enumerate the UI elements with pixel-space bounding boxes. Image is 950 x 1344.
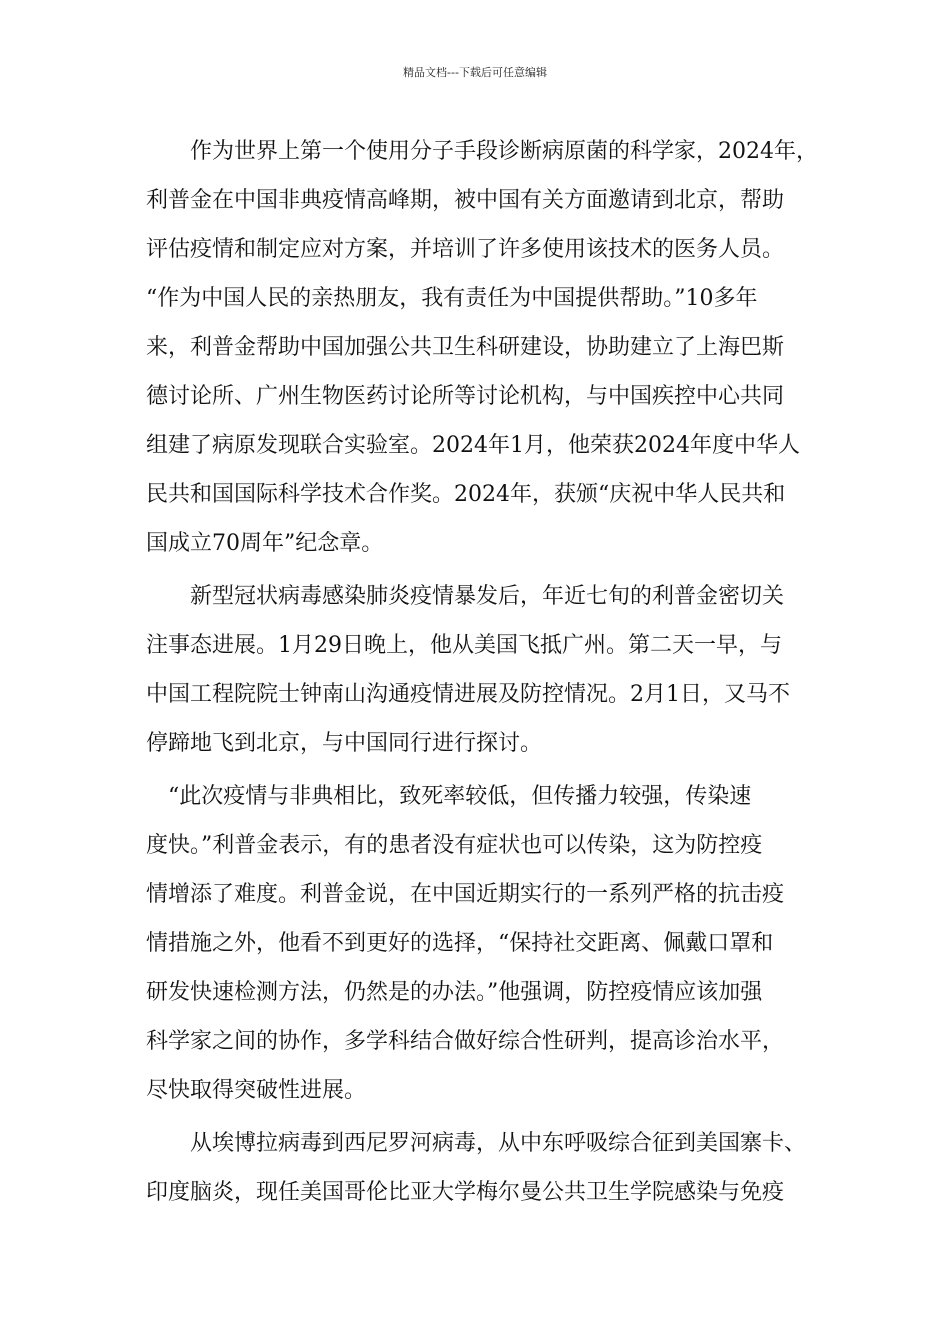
- body-line: 利普金在中国非典疫情高峰期，被中国有关方面邀请到北京，帮助: [146, 188, 785, 213]
- body-line: 情增添了难度。利普金说，在中国近期实行的一系列严格的抗击疫: [146, 882, 785, 907]
- body-line: 注事态进展。1月29日晚上，他从美国飞抵广州。第二天一早，与: [146, 633, 782, 658]
- body-line: 作为世界上第一个使用分子手段诊断病原菌的科学家，2024年，: [146, 139, 818, 164]
- body-line: 中国工程院院士钟南山沟通疫情进展及防控情况。2月1日，又马不: [146, 682, 790, 707]
- body-line: 度快。”利普金表示，有的患者没有症状也可以传染，这为防控疫: [146, 833, 763, 858]
- page-header: 精品文档---下载后可任意编辑: [403, 66, 547, 79]
- body-line: 组建了病原发现联合实验室。2024年1月，他荣获2024年度中华人: [146, 433, 800, 458]
- body-line: 尽快取得突破性进展。: [146, 1078, 367, 1103]
- body-line: 新型冠状病毒感染肺炎疫情暴发后，年近七旬的利普金密切关: [146, 584, 785, 609]
- body-line: 来，利普金帮助中国加强公共卫生科研建设，协助建立了上海巴斯: [146, 335, 785, 360]
- body-line: 德讨论所、广州生物医药讨论所等讨论机构，与中国疾控中心共同: [146, 384, 785, 409]
- body-line: “此次疫情与非典相比，致死率较低，但传播力较强，传染速: [146, 784, 752, 809]
- body-line: 评估疫情和制定应对方案，并培训了许多使用该技术的医务人员。: [146, 237, 785, 262]
- body-line: 从埃博拉病毒到西尼罗河病毒，从中东呼吸综合征到美国寨卡、: [146, 1131, 807, 1156]
- body-line: 民共和国国际科学技术合作奖。2024年，获颁“庆祝中华人民共和: [146, 482, 786, 507]
- body-line: 情措施之外，他看不到更好的选择，“保持社交距离、佩戴口罩和: [146, 931, 774, 956]
- body-line: 国成立70周年”纪念章。: [146, 531, 384, 556]
- body-line: 停蹄地飞到北京，与中国同行进行探讨。: [146, 731, 543, 756]
- body-line: “作为中国人民的亲热朋友，我有责任为中国提供帮助。”10多年: [146, 286, 758, 311]
- body-line: 科学家之间的协作，多学科结合做好综合性研判，提高诊治水平，: [146, 1029, 785, 1054]
- body-line: 印度脑炎，现任美国哥伦比亚大学梅尔曼公共卫生学院感染与免疫: [146, 1180, 785, 1205]
- body-line: 研发快速检测方法，仍然是的办法。”他强调，防控疫情应该加强: [146, 980, 763, 1005]
